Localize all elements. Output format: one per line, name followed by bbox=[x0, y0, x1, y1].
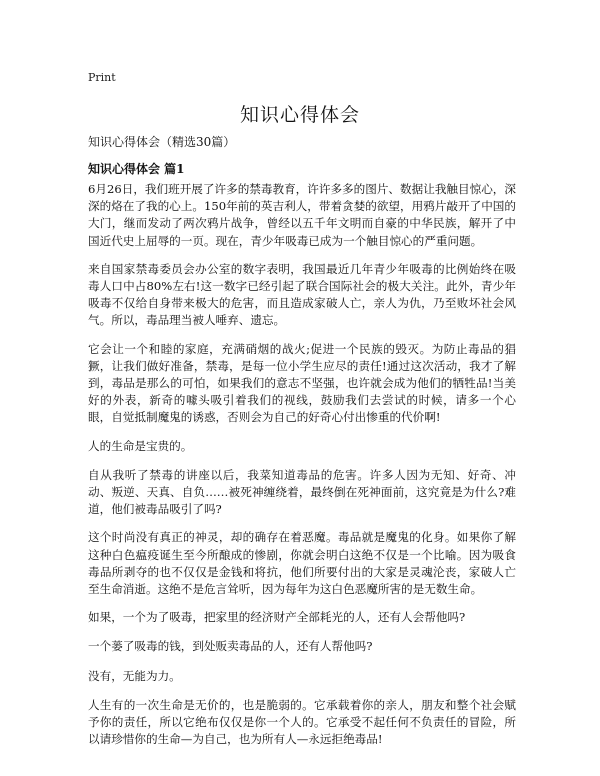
paragraph: 没有，无能为力。 bbox=[88, 668, 181, 683]
paragraph: 来自国家禁毒委员会办公室的数字表明，我国最近几年青少年吸毒的比例始终在吸毒人口中占80%左右!这一数字已经引起了联合国际社会的极大关注。此外，青少年吸毒不仅给自身带来极大的危害，而且造成家破人亡，亲人为仇，乃至败坏社会风气。所以，毒品理当被人唾弃、遗忘。 bbox=[88, 261, 516, 328]
paragraph: 6月26日，我们班开展了许多的禁毒教育，许许多多的图片、数据让我触目惊心，深深的烙在了我的心上。150年前的英吉利人，带着贪婪的欲望，用鸦片敲开了中国的大门，继而发动了两次鸦片战争，曾经以五千年文明而自豪的中华民族，解开了中国近代史上屈辱的一页。现在，青少年吸毒已成为一个触目惊心的严重问题。 bbox=[88, 182, 516, 248]
section-heading: 知识心得体会 篇1 bbox=[88, 162, 185, 176]
paragraph: 人生有的一次生命是无价的，也是脆弱的。它承载着你的亲人，朋友和整个社会赋予你的责任，所以它绝布仅仅是你一个人的。它承受不起任何不负责任的冒险，所以请珍惜你的生命—为自己，也为所有人—永远拒绝毒品! bbox=[88, 697, 516, 747]
document-subtitle: 知识心得体会（精选30篇） bbox=[88, 135, 236, 149]
page-title: 知识心得体会 bbox=[239, 104, 360, 126]
paragraph: 它会让一个和睦的家庭，充满硝烟的战火;促进一个民族的毁灭。为防止毒品的猖獗，让我们做好准备，禁毒，是每一位小学生应尽的责任!通过这次活动，我才了解到，毒品是那么的可怕，如果我们的意志不坚强，也许就会成为他们的牺牲品!当美好的外表，新奇的噱头吸引着我们的视线，鼓励我们去尝试的时候，请多一个心眼，自觉抵制魔鬼的诱惑，否则会为自己的好奇心付出惨重的代价啊! bbox=[88, 341, 516, 425]
paragraph: 如果，一个为了吸毒，把家里的经济财产全部耗光的人，还有人会帮他吗? bbox=[88, 610, 466, 625]
print-link[interactable]: Print bbox=[88, 71, 116, 84]
paragraph: 这个时尚没有真正的神灵，却的确存在着恶魔。毒品就是魔鬼的化身。如果你了解这种白色瘟疫诞生至今所酿成的惨剧，你就会明白这绝不仅是一个比喻。因为吸食毒品所剥夺的也不仅仅是金钱和将抗，他们所要付出的大家是灵魂沦丧，家破人亡至生命消逝。这绝不是危言耸听，因为每年为这白色恶魔所害的是无数生命。 bbox=[88, 530, 516, 597]
paragraph: 人的生命是宝贵的。 bbox=[88, 438, 193, 453]
article-body bbox=[88, 181, 516, 759]
paragraph: 一个蒌了吸毒的钱，到处贩卖毒品的人，还有人帮他吗? bbox=[88, 639, 373, 654]
paragraph: 自从我听了禁毒的讲座以后，我菜知道毒品的危害。许多人因为无知、好奇、冲动、叛逆、天真、自负……被死神缠绕着，最终倒在死神面前，这究竟是为什么?难道，他们被毒品吸引了吗? bbox=[88, 467, 516, 517]
